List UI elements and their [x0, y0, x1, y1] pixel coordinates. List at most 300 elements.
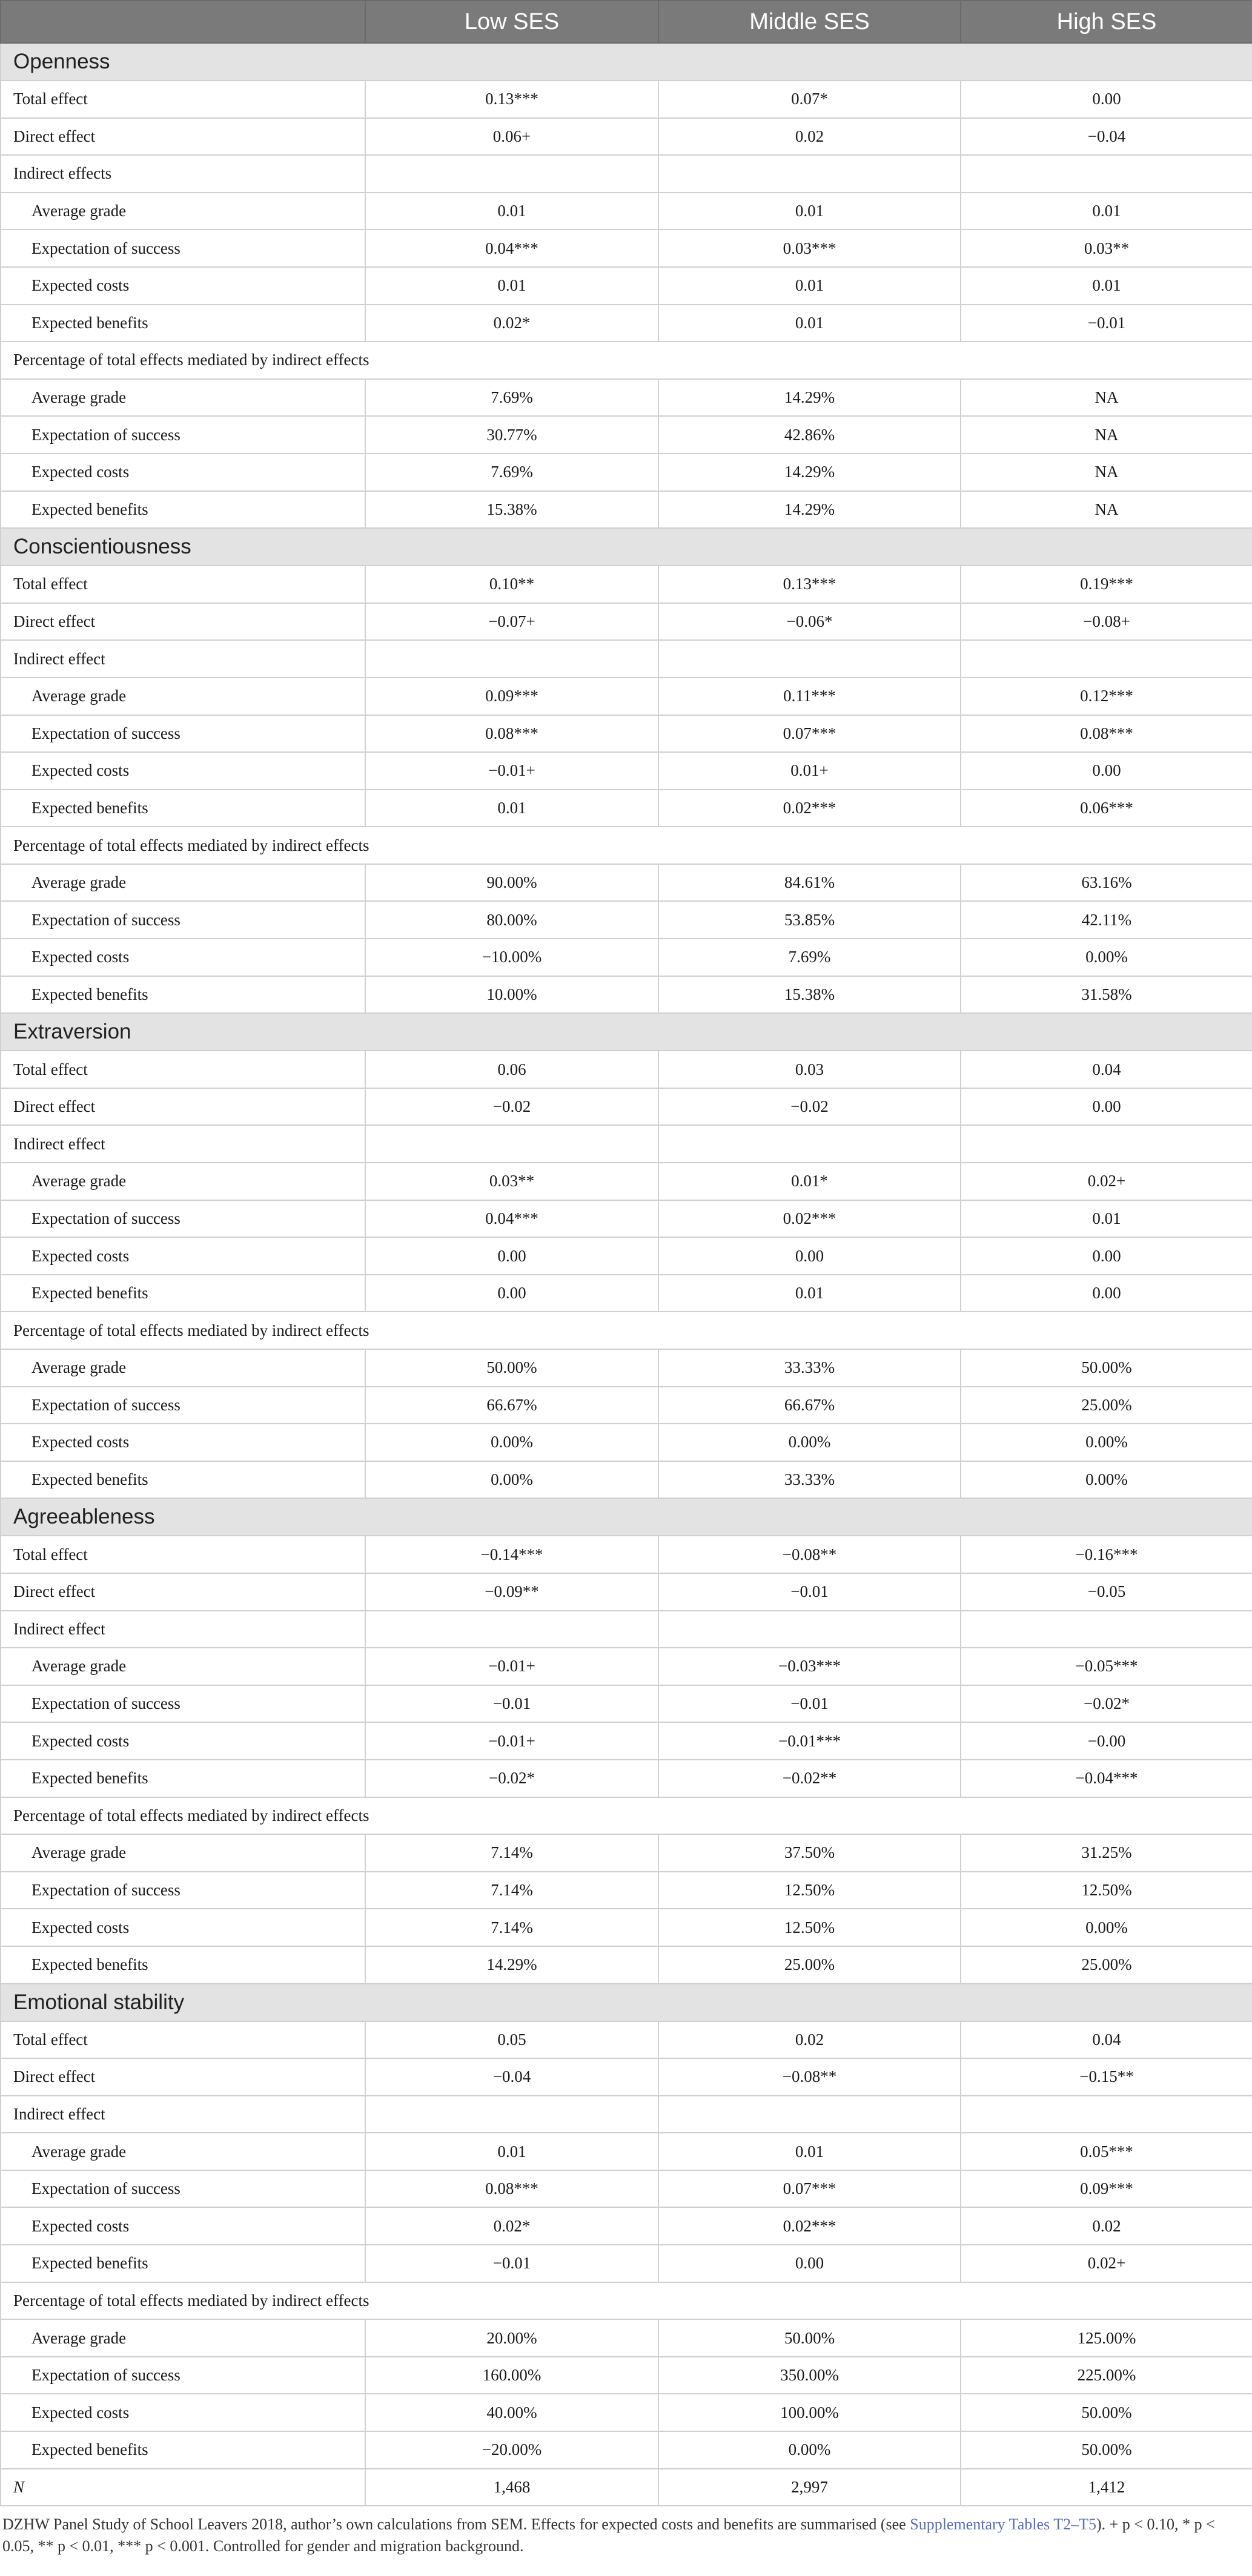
cell-low-ses: 0.06+ — [365, 118, 658, 156]
cell-low-ses: −0.04 — [365, 2058, 658, 2096]
cell-high-ses: 0.02+ — [961, 1163, 1252, 1200]
cell-low-ses: 0.00 — [365, 1275, 658, 1312]
section-header-row — [1, 528, 1252, 566]
cell-middle-ses: −0.06* — [658, 603, 961, 641]
cell-middle-ses: 14.29% — [658, 491, 961, 529]
header-cell-high-ses: High SES — [961, 1, 1252, 43]
row-label: Expectation of success — [1, 715, 365, 753]
table-row — [1, 2133, 1252, 2170]
cell-middle-ses: 0.00% — [658, 1424, 961, 1461]
cell-high-ses: 0.00% — [961, 1461, 1252, 1499]
row-label: Direct effect — [1, 2058, 365, 2096]
cell-middle-ses: 42.86% — [658, 416, 961, 454]
cell-high-ses: 25.00% — [961, 1387, 1252, 1424]
row-label: Expectation of success — [1, 2170, 365, 2208]
row-label: Expected costs — [1, 1722, 365, 1760]
cell-high-ses: −0.05*** — [961, 1648, 1252, 1685]
cell-low-ses — [365, 2096, 658, 2133]
cell-low-ses: 0.08*** — [365, 2170, 658, 2208]
cell-middle-ses — [658, 1125, 961, 1163]
row-label: Expected benefits — [1, 2245, 365, 2282]
cell-low-ses: −0.01+ — [365, 1722, 658, 1760]
footnote-text-start: DZHW Panel Study of School Leavers 2018, author’s own calculations from SEM. Effects for expected costs and benefits are summarised (see — [2, 2515, 910, 2534]
header-cell-low-ses: Low SES — [365, 1, 658, 43]
table-row — [1, 2170, 1252, 2208]
header-cell-label — [1, 1, 365, 43]
cell-low-ses: 0.03** — [365, 1163, 658, 1200]
cell-middle-ses: 0.03 — [658, 1051, 961, 1088]
cell-low-ses: 0.04*** — [365, 1200, 658, 1238]
table-row — [1, 1237, 1252, 1275]
row-label: Expectation of success — [1, 230, 365, 267]
cell-low-ses: 0.05 — [365, 2021, 658, 2059]
section-header-row — [1, 1498, 1252, 1536]
cell-low-ses: −0.09** — [365, 1573, 658, 1611]
cell-middle-ses: 66.67% — [658, 1387, 961, 1424]
cell-middle-ses: 0.01 — [658, 1275, 961, 1312]
cell-middle-ses — [658, 1611, 961, 1648]
cell-middle-ses: 0.01 — [658, 193, 961, 230]
table-row — [1, 1909, 1252, 1946]
row-label: Expected costs — [1, 752, 365, 790]
table-row — [1, 603, 1252, 641]
table-row — [1, 1648, 1252, 1685]
row-label: Average grade — [1, 1349, 365, 1387]
cell-high-ses: −0.04*** — [961, 1760, 1252, 1797]
section-header-row — [1, 1013, 1252, 1051]
cell-middle-ses: 0.02 — [658, 2021, 961, 2059]
cell-middle-ses — [658, 155, 961, 193]
cell-middle-ses: 2,997 — [658, 2469, 961, 2506]
cell-low-ses: 0.02* — [365, 305, 658, 342]
cell-middle-ses: 12.50% — [658, 1872, 961, 1909]
cell-low-ses — [365, 155, 658, 193]
cell-high-ses — [961, 155, 1252, 193]
cell-low-ses: 66.67% — [365, 1387, 658, 1424]
cell-high-ses: 0.00 — [961, 1237, 1252, 1275]
row-label: Expected benefits — [1, 1760, 365, 1797]
table-row — [1, 491, 1252, 529]
cell-high-ses: 0.03** — [961, 230, 1252, 267]
section-title: Agreeableness — [1, 1498, 1252, 1536]
row-label: Indirect effects — [1, 155, 365, 193]
table-row — [1, 1611, 1252, 1648]
row-label: Indirect effect — [1, 2096, 365, 2133]
cell-high-ses: 0.00% — [961, 939, 1252, 976]
cell-middle-ses: −0.01*** — [658, 1722, 961, 1760]
cell-high-ses: 63.16% — [961, 864, 1252, 902]
table-row — [1, 864, 1252, 902]
cell-high-ses: 0.12*** — [961, 678, 1252, 715]
cell-middle-ses: −0.01 — [658, 1685, 961, 1723]
table-row — [1, 1424, 1252, 1461]
cell-high-ses: NA — [961, 379, 1252, 417]
cell-high-ses — [961, 2096, 1252, 2133]
cell-low-ses — [365, 1611, 658, 1648]
row-label: Direct effect — [1, 1573, 365, 1611]
row-label: Expected benefits — [1, 1275, 365, 1312]
table-row — [1, 118, 1252, 156]
row-label: Indirect effect — [1, 1125, 365, 1163]
cell-middle-ses: −0.08** — [658, 1536, 961, 1573]
table-row — [1, 1312, 1252, 1349]
cell-high-ses: 0.04 — [961, 2021, 1252, 2059]
table-body — [1, 43, 1252, 2506]
row-label: Average grade — [1, 1163, 365, 1200]
row-label: Total effect — [1, 81, 365, 118]
row-label: Indirect effect — [1, 1611, 365, 1648]
cell-low-ses: 7.69% — [365, 454, 658, 491]
cell-middle-ses: 0.02*** — [658, 790, 961, 827]
row-label: Expectation of success — [1, 1200, 365, 1238]
table-row — [1, 342, 1252, 379]
cell-low-ses: −20.00% — [365, 2431, 658, 2469]
cell-middle-ses: 33.33% — [658, 1461, 961, 1499]
cell-low-ses: 7.14% — [365, 1834, 658, 1872]
cell-high-ses: −0.15** — [961, 2058, 1252, 2096]
table-row — [1, 1275, 1252, 1312]
table-row — [1, 1200, 1252, 1238]
sample-size-row — [1, 2469, 1252, 2506]
cell-middle-ses: 0.02*** — [658, 2207, 961, 2245]
cell-middle-ses: 0.01 — [658, 305, 961, 342]
table-row — [1, 976, 1252, 1014]
cell-middle-ses: 0.02*** — [658, 1200, 961, 1238]
cell-middle-ses: 33.33% — [658, 1349, 961, 1387]
cell-low-ses: 10.00% — [365, 976, 658, 1014]
cell-high-ses: 31.58% — [961, 976, 1252, 1014]
cell-low-ses: −0.01+ — [365, 752, 658, 790]
row-label: Direct effect — [1, 1088, 365, 1126]
table-row — [1, 1797, 1252, 1835]
section-title: Openness — [1, 43, 1252, 81]
row-label: Expected benefits — [1, 1461, 365, 1499]
cell-middle-ses: 7.69% — [658, 939, 961, 976]
section-header-row — [1, 43, 1252, 81]
cell-low-ses: 0.06 — [365, 1051, 658, 1088]
cell-low-ses: 0.00% — [365, 1424, 658, 1461]
cell-high-ses: 50.00% — [961, 2431, 1252, 2469]
table-row — [1, 827, 1252, 864]
row-label: Average grade — [1, 678, 365, 715]
cell-middle-ses: 15.38% — [658, 976, 961, 1014]
table-row — [1, 454, 1252, 491]
cell-middle-ses: 0.01 — [658, 2133, 961, 2170]
cell-middle-ses: 12.50% — [658, 1909, 961, 1946]
cell-low-ses: −0.14*** — [365, 1536, 658, 1573]
cell-high-ses: −0.04 — [961, 118, 1252, 156]
row-label: Indirect effect — [1, 640, 365, 678]
cell-low-ses: 0.01 — [365, 790, 658, 827]
cell-middle-ses: 0.01 — [658, 267, 961, 305]
cell-middle-ses: 0.07* — [658, 81, 961, 118]
cell-middle-ses: −0.01 — [658, 1573, 961, 1611]
cell-low-ses — [365, 1125, 658, 1163]
table-row — [1, 939, 1252, 976]
row-label: Total effect — [1, 2021, 365, 2059]
cell-low-ses: 0.00% — [365, 1461, 658, 1499]
row-label: Direct effect — [1, 603, 365, 641]
table-row — [1, 1946, 1252, 1984]
cell-high-ses: 42.11% — [961, 901, 1252, 939]
row-label: Expectation of success — [1, 1872, 365, 1909]
cell-middle-ses: 350.00% — [658, 2357, 961, 2394]
row-label: Expectation of success — [1, 416, 365, 454]
table-row — [1, 640, 1252, 678]
cell-middle-ses: 0.01* — [658, 1163, 961, 1200]
cell-high-ses: 0.02 — [961, 2207, 1252, 2245]
cell-middle-ses: 25.00% — [658, 1946, 961, 1984]
cell-low-ses: 90.00% — [365, 864, 658, 902]
cell-high-ses: 0.00 — [961, 1275, 1252, 1312]
row-label: Average grade — [1, 193, 365, 230]
table-row — [1, 1536, 1252, 1573]
row-label: Expectation of success — [1, 1387, 365, 1424]
row-label: Average grade — [1, 2133, 365, 2170]
cell-high-ses: 0.01 — [961, 1200, 1252, 1238]
table-row — [1, 752, 1252, 790]
row-label: Expectation of success — [1, 1685, 365, 1723]
cell-high-ses: 125.00% — [961, 2319, 1252, 2357]
cell-low-ses: −0.07+ — [365, 603, 658, 641]
row-label: Expected costs — [1, 267, 365, 305]
table-row — [1, 1125, 1252, 1163]
table-row — [1, 305, 1252, 342]
cell-middle-ses: 0.00% — [658, 2431, 961, 2469]
row-label: Total effect — [1, 1536, 365, 1573]
row-label: Expectation of success — [1, 2357, 365, 2394]
row-label: Percentage of total effects mediated by indirect effects — [1, 342, 1252, 379]
cell-high-ses: 0.01 — [961, 267, 1252, 305]
cell-high-ses: 0.02+ — [961, 2245, 1252, 2282]
cell-low-ses: 0.10** — [365, 566, 658, 603]
cell-high-ses: 0.00 — [961, 81, 1252, 118]
table-row — [1, 267, 1252, 305]
cell-low-ses: −0.02* — [365, 1760, 658, 1797]
cell-low-ses: 20.00% — [365, 2319, 658, 2357]
table-row — [1, 2431, 1252, 2469]
cell-high-ses: 0.00% — [961, 1909, 1252, 1946]
table-row — [1, 1349, 1252, 1387]
row-label: Expected benefits — [1, 976, 365, 1014]
table-row — [1, 1163, 1252, 1200]
cell-low-ses: 7.14% — [365, 1872, 658, 1909]
row-label: Expected benefits — [1, 790, 365, 827]
cell-middle-ses: 0.07*** — [658, 2170, 961, 2208]
cell-low-ses: −0.01 — [365, 2245, 658, 2282]
table-row — [1, 790, 1252, 827]
cell-low-ses: 7.14% — [365, 1909, 658, 1946]
cell-high-ses: 31.25% — [961, 1834, 1252, 1872]
table-row — [1, 566, 1252, 603]
cell-middle-ses: 50.00% — [658, 2319, 961, 2357]
cell-low-ses: −10.00% — [365, 939, 658, 976]
cell-middle-ses: 0.03*** — [658, 230, 961, 267]
cell-high-ses: 12.50% — [961, 1872, 1252, 1909]
row-label: Average grade — [1, 1648, 365, 1685]
table-row — [1, 1834, 1252, 1872]
cell-middle-ses: 0.11*** — [658, 678, 961, 715]
cell-middle-ses: 14.29% — [658, 454, 961, 491]
cell-high-ses: NA — [961, 491, 1252, 529]
cell-middle-ses: 0.00 — [658, 2245, 961, 2282]
cell-low-ses: 0.08*** — [365, 715, 658, 753]
table-row — [1, 379, 1252, 417]
cell-high-ses: 0.01 — [961, 193, 1252, 230]
cell-high-ses: −0.16*** — [961, 1536, 1252, 1573]
cell-low-ses: 0.00 — [365, 1237, 658, 1275]
cell-high-ses — [961, 640, 1252, 678]
row-label: Percentage of total effects mediated by indirect effects — [1, 1797, 1252, 1835]
table-row — [1, 1872, 1252, 1909]
table-row — [1, 2021, 1252, 2059]
row-label: N — [1, 2469, 365, 2506]
cell-low-ses: 50.00% — [365, 1349, 658, 1387]
cell-high-ses: 0.00 — [961, 1088, 1252, 1126]
cell-low-ses: −0.02 — [365, 1088, 658, 1126]
table-row — [1, 1051, 1252, 1088]
cell-middle-ses — [658, 640, 961, 678]
cell-high-ses: 0.19*** — [961, 566, 1252, 603]
row-label: Expected costs — [1, 1909, 365, 1946]
cell-high-ses — [961, 1125, 1252, 1163]
row-label: Expected benefits — [1, 2431, 365, 2469]
table-row — [1, 1461, 1252, 1499]
cell-low-ses: 0.01 — [365, 2133, 658, 2170]
cell-high-ses: −0.01 — [961, 305, 1252, 342]
table-row — [1, 2058, 1252, 2096]
cell-low-ses: −0.01+ — [365, 1648, 658, 1685]
cell-middle-ses: −0.03*** — [658, 1648, 961, 1685]
cell-middle-ses: 0.00 — [658, 1237, 961, 1275]
footnote-text-end: ). + p < 0.10, * p < 0.05, ** p < 0.01, *** p < 0.001. Controlled for gender and migration background. — [2, 2515, 1215, 2555]
cell-low-ses — [365, 640, 658, 678]
row-label: Total effect — [1, 1051, 365, 1088]
row-label: Expectation of success — [1, 901, 365, 939]
cell-middle-ses: 100.00% — [658, 2394, 961, 2431]
section-title: Conscientiousness — [1, 528, 1252, 566]
cell-low-ses: 160.00% — [365, 2357, 658, 2394]
cell-high-ses: NA — [961, 454, 1252, 491]
section-title: Emotional stability — [1, 1984, 1252, 2021]
cell-high-ses: 0.06*** — [961, 790, 1252, 827]
cell-middle-ses: −0.08** — [658, 2058, 961, 2096]
table-row — [1, 2096, 1252, 2133]
cell-low-ses: −0.01 — [365, 1685, 658, 1723]
table-row — [1, 2207, 1252, 2245]
row-label: Expected costs — [1, 454, 365, 491]
table-row — [1, 1573, 1252, 1611]
row-label: Percentage of total effects mediated by indirect effects — [1, 827, 1252, 864]
table-row — [1, 230, 1252, 267]
row-label: Average grade — [1, 2319, 365, 2357]
header-cell-middle-ses: Middle SES — [658, 1, 961, 43]
row-label: Direct effect — [1, 118, 365, 156]
table-row — [1, 155, 1252, 193]
table-row — [1, 901, 1252, 939]
section-header-row — [1, 1984, 1252, 2021]
cell-high-ses: NA — [961, 416, 1252, 454]
cell-middle-ses: −0.02** — [658, 1760, 961, 1797]
row-label: Expected benefits — [1, 1946, 365, 1984]
cell-high-ses: 50.00% — [961, 2394, 1252, 2431]
cell-high-ses: 1,412 — [961, 2469, 1252, 2506]
table-row — [1, 678, 1252, 715]
cell-low-ses: 80.00% — [365, 901, 658, 939]
cell-middle-ses: 0.02 — [658, 118, 961, 156]
row-label: Total effect — [1, 566, 365, 603]
cell-middle-ses: 37.50% — [658, 1834, 961, 1872]
table-row — [1, 715, 1252, 753]
cell-middle-ses: 14.29% — [658, 379, 961, 417]
table-row — [1, 2282, 1252, 2320]
cell-high-ses — [961, 1611, 1252, 1648]
cell-low-ses: 0.04*** — [365, 230, 658, 267]
table-row — [1, 1088, 1252, 1126]
supplementary-tables-link[interactable]: Supplementary Tables T2–T5 — [910, 2515, 1096, 2534]
row-label: Expected costs — [1, 2394, 365, 2431]
cell-low-ses: 0.02* — [365, 2207, 658, 2245]
cell-middle-ses: −0.02 — [658, 1088, 961, 1126]
row-label: Expected costs — [1, 1424, 365, 1461]
cell-low-ses: 0.09*** — [365, 678, 658, 715]
row-label: Average grade — [1, 1834, 365, 1872]
table-row — [1, 2245, 1252, 2282]
cell-high-ses: −0.05 — [961, 1573, 1252, 1611]
table-row — [1, 2394, 1252, 2431]
cell-high-ses: 0.00 — [961, 752, 1252, 790]
cell-low-ses: 0.01 — [365, 267, 658, 305]
table-row — [1, 1387, 1252, 1424]
cell-high-ses: −0.00 — [961, 1722, 1252, 1760]
cell-middle-ses: 53.85% — [658, 901, 961, 939]
row-label: Expected costs — [1, 939, 365, 976]
cell-middle-ses: 84.61% — [658, 864, 961, 902]
cell-middle-ses: 0.13*** — [658, 566, 961, 603]
cell-low-ses: 14.29% — [365, 1946, 658, 1984]
row-label: Percentage of total effects mediated by indirect effects — [1, 2282, 1252, 2320]
cell-high-ses: 50.00% — [961, 1349, 1252, 1387]
table-row — [1, 81, 1252, 118]
cell-middle-ses — [658, 2096, 961, 2133]
row-label: Average grade — [1, 379, 365, 417]
cell-high-ses: −0.02* — [961, 1685, 1252, 1723]
cell-low-ses: 1,468 — [365, 2469, 658, 2506]
cell-middle-ses: 0.07*** — [658, 715, 961, 753]
row-label: Percentage of total effects mediated by indirect effects — [1, 1312, 1252, 1349]
cell-low-ses: 30.77% — [365, 416, 658, 454]
table-row — [1, 1685, 1252, 1723]
cell-high-ses: −0.08+ — [961, 603, 1252, 641]
cell-high-ses: 25.00% — [961, 1946, 1252, 1984]
table-row — [1, 193, 1252, 230]
cell-high-ses: 0.05*** — [961, 2133, 1252, 2170]
cell-low-ses: 7.69% — [365, 379, 658, 417]
row-label: Expected costs — [1, 1237, 365, 1275]
cell-high-ses: 0.00% — [961, 1424, 1252, 1461]
table-row — [1, 2357, 1252, 2394]
cell-low-ses: 15.38% — [365, 491, 658, 529]
table-header-row — [1, 1, 1252, 43]
table-row — [1, 416, 1252, 454]
cell-high-ses: 0.09*** — [961, 2170, 1252, 2208]
section-title: Extraversion — [1, 1013, 1252, 1051]
row-label: Expected costs — [1, 2207, 365, 2245]
cell-middle-ses: 0.01+ — [658, 752, 961, 790]
table-footnote — [0, 2506, 1252, 2557]
row-label: Expected benefits — [1, 491, 365, 529]
cell-high-ses: 0.04 — [961, 1051, 1252, 1088]
